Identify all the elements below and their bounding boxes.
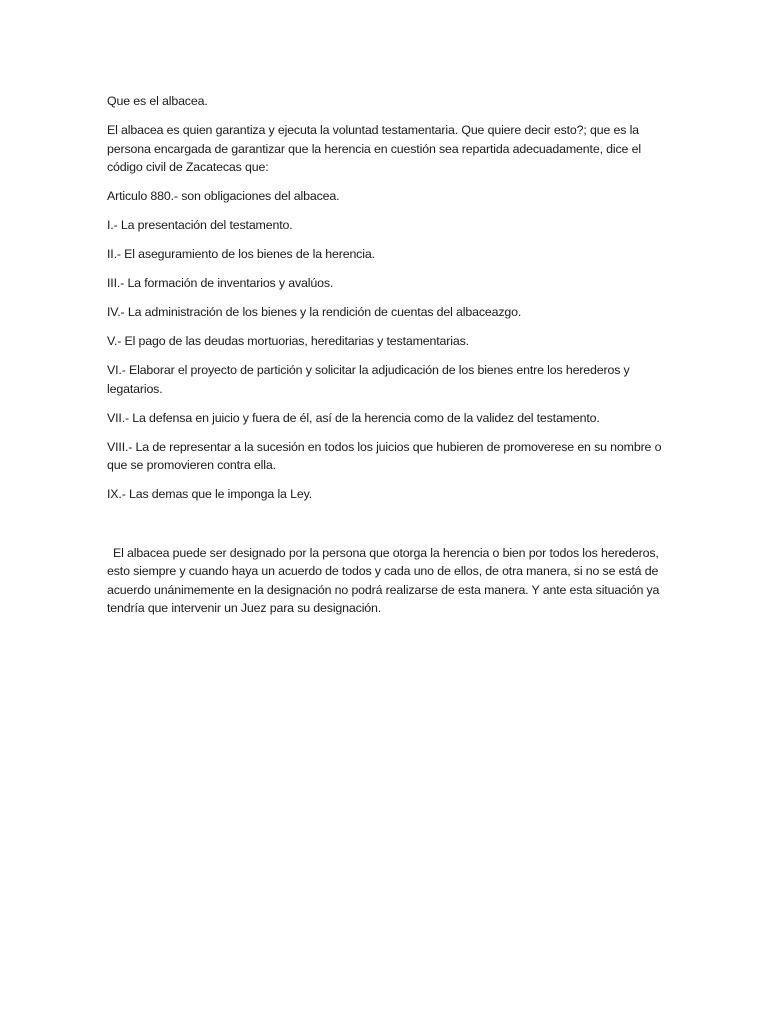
article-heading: Articulo 880.- son obligaciones del albacea. [107,189,340,203]
obligation-item: VII.- La defensa en juicio y fuera de él, así de la herencia como de la validez del testamento. [107,410,600,425]
closing-paragraph: El albacea puede ser designado por la persona que otorga la herencia o bien por todos los herederos, esto siempre y cuando haya un acuerdo de todos y cada uno de ellos, de otra manera, si no se está de acuerdo unánimemente en la designación no podrá realizarse de esta manera. Y ante esta situación ya tendría que intervenir un Juez para su designación. [107,545,660,615]
obligation-item: IV.- La administración de los bienes y la rendición de cuentas del albaceazgo. [107,305,522,319]
intro-paragraph: El albacea es quien garantiza y ejecuta la voluntad testamentaria. Que quiere decir esto?; que es la persona encargada de garantizar que la herencia en cuestión sea repartida adecuadamente, dice el código civil de Zacatecas que: [107,123,641,174]
obligation-item: VIII.- La de representar a la sucesión en todos los juicios que hubieren de promoverese en su nombre o que se promovieren contra ella. [107,439,662,472]
obligation-item: IX.- Las demas que le imponga la Ley. [107,487,312,501]
obligation-item: III.- La formación de inventarios y avalúos. [107,276,334,290]
obligation-item: VI.- Elaborar el proyecto de partición y solicitar la adjudicación de los bienes entre los herederos y legatarios. [107,363,630,396]
obligation-item: V.- El pago de las deudas mortuorias, hereditarias y testamentarias. [107,334,469,348]
document-title: Que es el albacea. [107,94,208,108]
obligation-item: II.- El aseguramiento de los bienes de la herencia. [107,247,375,261]
document-body [107,92,663,628]
obligation-item: I.- La presentación del testamento. [107,218,293,232]
